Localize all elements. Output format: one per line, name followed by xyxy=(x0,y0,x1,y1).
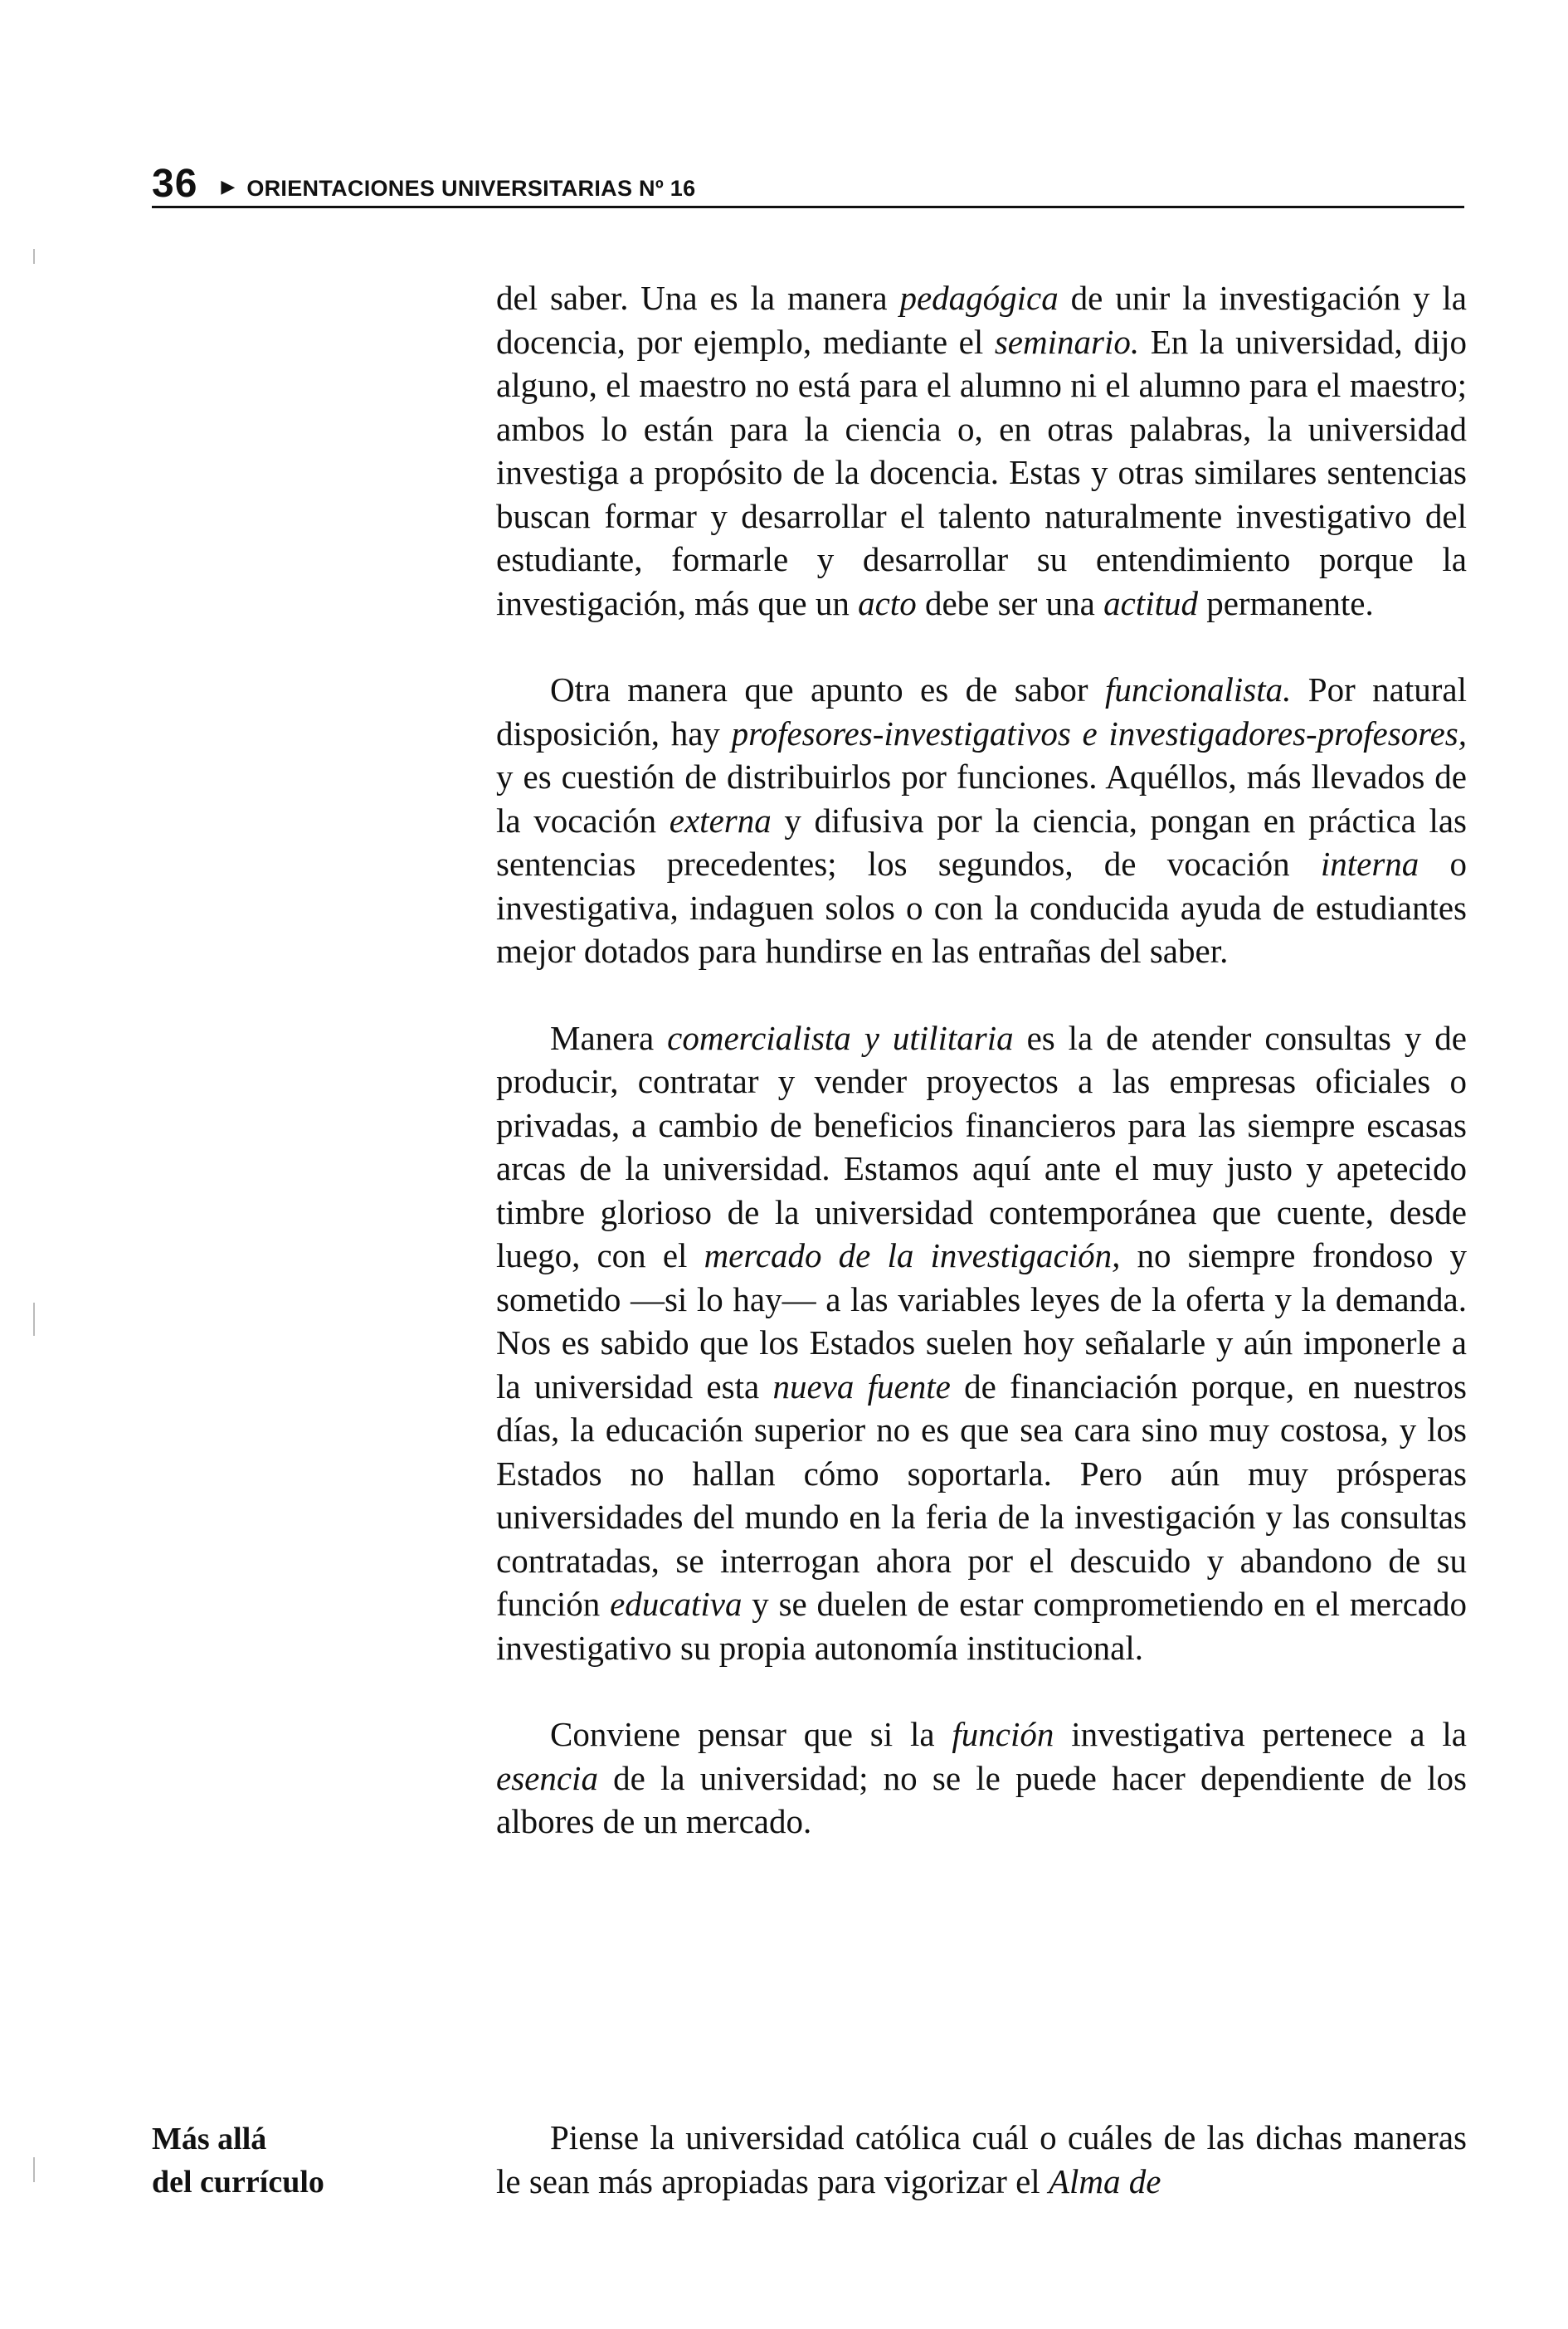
text-run: o investigativa, indaguen solos o con la conducida ayuda de estudiantes mejor dotados para hundirse en las entrañas del saber. xyxy=(496,845,1467,970)
paragraph-1 xyxy=(496,276,1467,625)
text-run: de la universidad; no se le puede hacer dependiente de los albores de un mercado. xyxy=(496,1758,1467,1840)
text-run: y se duelen de estar comprometiendo en el mercado investigativo su propia autonomía institucional. xyxy=(496,1585,1467,1667)
italic-run: mercado de la investigación, xyxy=(704,1236,1121,1274)
italic-run: nueva fuente xyxy=(772,1367,951,1406)
final-section-text xyxy=(496,2116,1467,2203)
italic-run: comercialista y utilitaria xyxy=(667,1018,1014,1057)
paragraph-3 xyxy=(496,1016,1467,1670)
italic-run: pedagógica xyxy=(899,279,1059,317)
text-run: Otra manera que apunto es de sabor xyxy=(550,670,1105,709)
paragraph-4 xyxy=(496,1713,1467,1844)
text-run: En la universidad, dijo alguno, el maestro no está para el alumno ni el alumno para el maestro; ambos lo están para la ciencia o, en otras palabras, la universidad investiga a propósito de la docencia. Estas y otras similares sentencias buscan formar y desarrollar el talento naturalmente investigativo del estudiante, formarle y desarrollar su entendimiento porque la investigación, más que un xyxy=(496,322,1468,622)
italic-run: esencia xyxy=(496,1758,598,1797)
triangle-arrow-icon: ▶ xyxy=(221,176,236,197)
italic-run: funcionalista. xyxy=(1104,670,1292,709)
text-run: permanente. xyxy=(1197,583,1374,622)
text-run: no siempre frondoso y sometido —si lo hay— a las variables leyes de la oferta y la demanda. Nos es sabido que los Estados suelen hoy señalarle y aún imponerle a la universidad esta xyxy=(496,1236,1467,1406)
text-run: del saber. Una es la manera xyxy=(496,279,900,317)
scan-edge-mark xyxy=(33,249,35,264)
italic-run: interna xyxy=(1320,845,1419,883)
main-text xyxy=(496,276,1467,1887)
text-run: y es cuestión de distribuirlos por funciones. Aquéllos, más llevados de la vocación xyxy=(496,758,1467,840)
page-number: 36 xyxy=(152,162,198,206)
text-run: Manera xyxy=(550,1018,668,1057)
running-header xyxy=(152,146,1464,204)
text-run: Conviene pensar que si la xyxy=(550,1715,952,1753)
italic-run: educativa xyxy=(610,1585,743,1623)
paragraph-5 xyxy=(496,2116,1467,2203)
italic-run: acto xyxy=(858,583,917,622)
text-run: y difusiva por la ciencia, pongan en práctica las sentencias precedentes; los segundos, de vocación xyxy=(496,801,1467,883)
scan-edge-mark xyxy=(33,1303,35,1336)
header-rule xyxy=(152,206,1464,208)
margin-heading-line-1: Más allá xyxy=(152,2122,267,2156)
text-run: Piense la universidad católica cuál o cuáles de las dichas maneras le sean más apropiadas para vigorizar el xyxy=(496,2118,1467,2200)
text-run: es la de atender consultas y de producir, contratar y vender proyectos a las empresas oficiales o privadas, a cambio de beneficios financieros para las siempre escasas arcas de la universidad. Estamos aquí ante el muy justo y apetecido timbre glorioso de la universidad contemporánea que cuente, desde luego, con el xyxy=(496,1018,1468,1274)
italic-run: función xyxy=(952,1715,1054,1753)
italic-run: externa xyxy=(669,801,772,840)
margin-heading xyxy=(152,2117,401,2204)
italic-run: seminario. xyxy=(994,322,1140,361)
text-run: Por natural disposición, hay xyxy=(496,670,1467,753)
paragraph-2 xyxy=(496,668,1467,973)
italic-run: profesores-investigativos e investigadores-profesores, xyxy=(731,714,1467,753)
text-run: de unir la investigación y la docencia, por ejemplo, mediante el xyxy=(496,279,1467,361)
series-title: ORIENTACIONES UNIVERSITARIAS Nº 16 xyxy=(246,176,696,201)
italic-run: Alma de xyxy=(1048,2161,1161,2200)
text-run: debe ser una xyxy=(916,583,1104,622)
text-run: de financiación porque, en nuestros días, la educación superior no es que sea cara sino muy costosa, y los Estados no hallan cómo soportarla. Pero aún muy prósperas universidades del mundo en la feria de la investigación y las consultas contratadas, se interrogan ahora por el descuido y abandono de su función xyxy=(496,1367,1467,1623)
italic-run: actitud xyxy=(1103,583,1198,622)
margin-heading-line-2: del currículo xyxy=(152,2165,324,2200)
text-run: investigativa pertenece a la xyxy=(1054,1715,1467,1753)
scan-edge-mark xyxy=(33,2157,35,2182)
